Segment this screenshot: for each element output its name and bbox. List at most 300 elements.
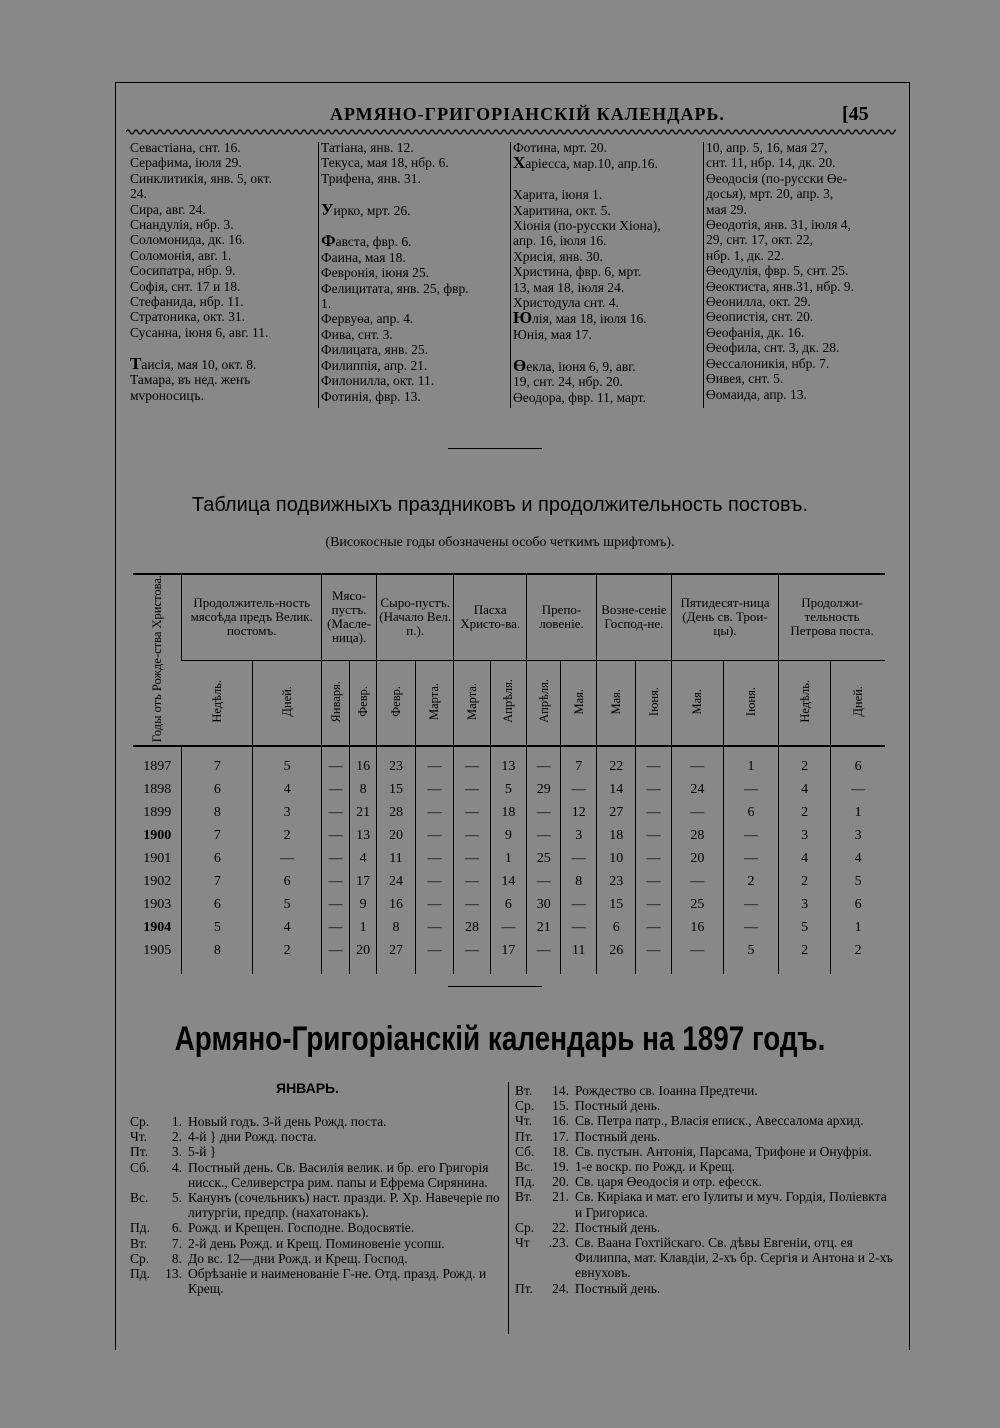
table-cell: — xyxy=(415,916,454,939)
names-column-1 xyxy=(130,140,316,403)
table-cell: 7 xyxy=(182,746,253,778)
name-entry: Трифена, янв. 31. xyxy=(321,170,421,186)
calendar-day xyxy=(515,1144,895,1159)
day-text: Канунъ (сочельникъ) наст. празди. Р. Хр. Навечеріе по литургіи, предпр. (нахатонакъ). xyxy=(188,1190,500,1221)
table-cell: 6 xyxy=(253,870,322,893)
day-text: Постный день. xyxy=(575,1219,661,1235)
name-entry: Өеофила, снт. 3, дк. 28. xyxy=(706,340,840,356)
name-entry: Өеофанія, дк. 16. xyxy=(706,324,805,340)
name-entry: Фервуөа, апр. 4. xyxy=(321,311,414,327)
table-row xyxy=(133,893,885,916)
day-number: .23. xyxy=(548,1235,569,1251)
table-cell: 3 xyxy=(779,824,831,847)
table-cell: 26 xyxy=(596,939,636,974)
day-text: 2-й день Рожд. и Крещ. Поминовеніе усопш. xyxy=(188,1235,445,1251)
name-entry xyxy=(321,186,509,201)
name-entry: Юлія, мая 18, іюля 16. xyxy=(513,310,647,327)
table-cell: 4 xyxy=(253,778,322,801)
calendar-day xyxy=(130,1129,502,1144)
name-entry: Стефанида, нбр. 11. xyxy=(130,294,244,310)
table-cell: 6 xyxy=(182,778,253,801)
name-entry xyxy=(513,342,701,357)
table-cell: 3 xyxy=(831,824,885,847)
name-entry: Тамара, въ нед. женъ xyxy=(130,372,251,388)
weekday: Чт. xyxy=(515,1113,533,1129)
weekday: Ср. xyxy=(515,1219,535,1235)
year-cell: 1898 xyxy=(143,781,172,797)
table-cell: 4 xyxy=(831,847,885,870)
table-cell: 15 xyxy=(596,893,636,916)
table-cell: 12 xyxy=(561,801,596,824)
calendar-day xyxy=(515,1220,895,1235)
table-cell: — xyxy=(671,939,723,974)
calendar-day xyxy=(515,1189,895,1219)
weekday: Пт. xyxy=(515,1128,534,1144)
table-row xyxy=(133,801,885,824)
name-entry: 29, снт. 17, окт. 22, xyxy=(706,232,813,248)
name-entry: Февронія, іюня 25. xyxy=(321,265,429,281)
table-cell: — xyxy=(561,916,596,939)
calendar-day xyxy=(515,1235,895,1281)
name-entry: Татіана, янв. 12. xyxy=(321,140,414,155)
name-entry: Фелицитата, янв. 25, фвр. xyxy=(321,280,469,296)
table-row xyxy=(133,824,885,847)
day-number: 24. xyxy=(552,1280,569,1296)
table-cell: — xyxy=(723,778,778,801)
name-entry: Юнія, мая 17. xyxy=(513,326,592,342)
name-entry: Өеоктиста, янв.31, нбр. 9. xyxy=(706,278,854,294)
names-column-4 xyxy=(706,140,896,402)
calendar-day xyxy=(130,1144,502,1159)
table-cell: 6 xyxy=(490,893,526,916)
day-number: 17. xyxy=(552,1128,569,1144)
days-right-column xyxy=(515,1083,895,1296)
day-number: 18. xyxy=(552,1143,569,1159)
table-cell: — xyxy=(415,778,454,801)
day-number: 3. xyxy=(171,1144,182,1160)
name-entry: Өеодора, фвр. 11, март. xyxy=(513,389,646,405)
name-entry: досья), мрт. 20, апр. 3, xyxy=(706,186,834,202)
calendar-title: Армяно-Григоріанскій календарь на 1897 годъ. xyxy=(174,1020,826,1058)
table-subtitle: (Високосные годы обозначены особо четкимъ шрифтомъ). xyxy=(325,535,675,550)
column-divider xyxy=(703,142,704,408)
subheader: Іюня. xyxy=(636,660,671,746)
table-cell: 5 xyxy=(182,916,253,939)
year-cell: 1904 xyxy=(143,919,172,935)
name-entry: Фавста, фвр. 6. xyxy=(321,233,412,250)
running-head: АРМЯНО-ГРИГОРІАНСКІЙ КАЛЕНДАРЬ. xyxy=(330,104,725,124)
table-cell: — xyxy=(527,746,561,778)
names-column-3 xyxy=(513,140,701,405)
name-entry: Өеодотія, янв. 31, іюля 4, xyxy=(706,217,851,233)
weekday: Ср. xyxy=(130,1114,150,1129)
name-entry: нбр. 1, дк. 22. xyxy=(706,247,785,263)
calendar-day xyxy=(130,1220,502,1235)
table-cell: 2 xyxy=(779,870,831,893)
calendar-day xyxy=(515,1174,895,1189)
table-cell: 13 xyxy=(490,746,526,778)
table-cell: — xyxy=(454,847,490,870)
table-cell: 8 xyxy=(561,870,596,893)
day-text: Постный день. xyxy=(575,1280,661,1296)
day-text: Св. царя Өеодосія и отр. ефесск. xyxy=(575,1174,762,1190)
table-cell: 8 xyxy=(182,801,253,824)
table-cell: — xyxy=(527,824,561,847)
table-cell: 24 xyxy=(671,778,723,801)
table-cell: 5 xyxy=(831,870,885,893)
day-number: 4. xyxy=(171,1159,182,1175)
name-entry: 1. xyxy=(321,296,332,312)
table-cell: 1 xyxy=(831,801,885,824)
day-text: 1-е воскр. по Рожд. и Крещ. xyxy=(575,1159,736,1175)
weekday: Вс. xyxy=(130,1190,149,1206)
name-entry: Соломонія, авг. 1. xyxy=(130,247,232,263)
table-cell: 30 xyxy=(527,893,561,916)
name-entry: Өеонилла, окт. 29. xyxy=(706,294,811,310)
table-cell: — xyxy=(527,801,561,824)
table-cell: — xyxy=(454,893,490,916)
section-divider xyxy=(448,986,542,987)
table-cell: 2 xyxy=(779,801,831,824)
table-cell: 27 xyxy=(596,801,636,824)
subheader: Недѣль. xyxy=(182,660,253,746)
column-divider xyxy=(510,142,511,408)
day-number: 5. xyxy=(171,1190,182,1206)
table-cell: — xyxy=(561,893,596,916)
calendar-day xyxy=(130,1190,502,1220)
table-row xyxy=(133,746,885,778)
day-text: Св. Петра патр., Власія еписк., Авессалома архид. xyxy=(575,1113,864,1129)
day-text: Постный день. xyxy=(575,1128,661,1144)
subheader: Апрѣля. xyxy=(490,660,526,746)
group-header: Препо-ловеніе. xyxy=(527,574,597,660)
name-entry: Хрисія, янв. 30. xyxy=(513,248,603,264)
year-cell: 1902 xyxy=(143,873,172,889)
name-entry: Текуса, мая 18, нбр. 6. xyxy=(321,155,449,171)
table-cell: 7 xyxy=(182,824,253,847)
table-cell: 3 xyxy=(253,801,322,824)
calendar-day xyxy=(515,1159,895,1174)
table-cell: — xyxy=(636,939,671,974)
table-cell: 24 xyxy=(377,870,416,893)
day-text: 4-й } дни Рожд. поста. xyxy=(188,1129,317,1145)
day-number: 8. xyxy=(171,1250,182,1266)
table-cell: — xyxy=(415,939,454,974)
day-number: 7. xyxy=(171,1235,182,1251)
group-header: Продолжитель-ность мясоѣда предъ Велик. постомъ. xyxy=(182,574,322,660)
movable-feasts-table xyxy=(133,573,885,974)
year-cell: 1903 xyxy=(143,896,172,912)
weekday: Пд. xyxy=(130,1220,150,1236)
calendar-column-divider xyxy=(508,1082,509,1334)
table-cell: — xyxy=(671,870,723,893)
table-cell: 17 xyxy=(490,939,526,974)
subheader: Апрѣля. xyxy=(527,660,561,746)
weekday: Чт xyxy=(515,1235,530,1251)
table-cell: — xyxy=(636,746,671,778)
subheader: Недѣль. xyxy=(779,660,831,746)
frame-top-rule xyxy=(115,82,910,83)
table-cell: 6 xyxy=(182,847,253,870)
table-cell: 28 xyxy=(671,824,723,847)
weekday: Пт. xyxy=(515,1280,534,1296)
table-cell: — xyxy=(321,847,349,870)
name-entry: Хіонія (по-русски Хіона), xyxy=(513,218,661,234)
table-row xyxy=(133,939,885,974)
table-cell: 20 xyxy=(350,939,377,974)
table-cell: 28 xyxy=(377,801,416,824)
table-cell: — xyxy=(415,893,454,916)
name-entry: Фива, снт. 3. xyxy=(321,326,393,342)
table-cell: — xyxy=(636,801,671,824)
day-text: Постный день. xyxy=(575,1098,661,1114)
table-cell: 16 xyxy=(350,746,377,778)
table-cell: — xyxy=(454,746,490,778)
table-cell: 4 xyxy=(350,847,377,870)
weekday: Вт. xyxy=(515,1189,533,1205)
day-text: Новый годъ. 3-й день Рожд. поста. xyxy=(188,1114,387,1129)
frame-right-rule xyxy=(909,82,910,1350)
calendar-day xyxy=(130,1160,502,1190)
column-divider xyxy=(318,142,319,408)
year-cell: 1897 xyxy=(143,758,172,774)
calendar-day xyxy=(515,1129,895,1144)
table-cell: — xyxy=(321,746,349,778)
table-cell: 18 xyxy=(490,801,526,824)
table-cell: — xyxy=(723,847,778,870)
table-cell: — xyxy=(723,916,778,939)
table-cell: 3 xyxy=(561,824,596,847)
table-cell: 5 xyxy=(723,939,778,974)
table-cell: 2 xyxy=(253,939,322,974)
calendar-day xyxy=(515,1281,895,1296)
name-entry: Сира, авг. 24. xyxy=(130,201,206,217)
name-entry xyxy=(130,340,316,355)
table-cell: 11 xyxy=(561,939,596,974)
group-header: Пасха Христо-ва. xyxy=(454,574,527,660)
table-cell: — xyxy=(636,847,671,870)
weekday: Ср. xyxy=(130,1250,150,1266)
table-cell: 1 xyxy=(350,916,377,939)
table-cell: 18 xyxy=(596,824,636,847)
table-cell: 3 xyxy=(779,893,831,916)
table-cell: 25 xyxy=(671,893,723,916)
table-cell: — xyxy=(561,778,596,801)
name-entry: Филиппія, апр. 21. xyxy=(321,357,428,373)
name-entry: Христина, фвр. 6, мрт. xyxy=(513,264,642,280)
subheader: Марта. xyxy=(415,660,454,746)
calendar-day xyxy=(515,1083,895,1098)
name-entry: Харита, іюня 1. xyxy=(513,187,603,203)
name-entry: Харіесса, мар.10, апр.16. xyxy=(513,155,658,172)
day-number: 22. xyxy=(552,1219,569,1235)
name-entry: апр. 16, іюля 16. xyxy=(513,233,607,249)
name-entry: Өеодосія (по-русски Өе- xyxy=(706,170,848,186)
year-cell: 1899 xyxy=(143,804,172,820)
weekday: Чт. xyxy=(130,1129,148,1145)
table-cell: 7 xyxy=(182,870,253,893)
calendar-day xyxy=(515,1113,895,1128)
table-cell: — xyxy=(321,824,349,847)
name-entry xyxy=(513,172,701,187)
day-number: 16. xyxy=(552,1113,569,1129)
table-cell: 17 xyxy=(350,870,377,893)
table-cell: — xyxy=(490,916,526,939)
table-cell: 8 xyxy=(182,939,253,974)
subheader: Мая. xyxy=(671,660,723,746)
name-entry: Таисія, мая 10, окт. 8. xyxy=(130,355,257,373)
section-divider xyxy=(448,448,542,449)
table-cell: — xyxy=(723,824,778,847)
name-entry: Өивея, снт. 5. xyxy=(706,371,784,387)
day-text: Обрѣзаніе и наименованіе Г-не. Отд. празд. Рожд. и Крещ. xyxy=(188,1266,487,1297)
day-text: 5-й } xyxy=(188,1144,217,1160)
weekday: Пд. xyxy=(130,1266,150,1282)
table-cell: — xyxy=(636,870,671,893)
month-name: ЯНВАРЬ. xyxy=(276,1080,339,1096)
day-number: 1. xyxy=(171,1114,182,1129)
name-entry: 19, снт. 24, нбр. 20. xyxy=(513,374,623,390)
day-number: 2. xyxy=(171,1129,182,1145)
name-entry: Стратоника, окт. 31. xyxy=(130,309,245,325)
name-entry: Софія, снт. 17 и 18. xyxy=(130,278,241,294)
calendar-day xyxy=(130,1251,502,1266)
table-cell: — xyxy=(527,939,561,974)
table-cell: 14 xyxy=(596,778,636,801)
weekday: Пт. xyxy=(130,1144,149,1160)
subheader: Мая. xyxy=(561,660,596,746)
name-entry: 24. xyxy=(130,186,147,202)
table-cell: 6 xyxy=(723,801,778,824)
group-header: Продолжи-тельность Петрова поста. xyxy=(779,574,885,660)
name-entry: Севастіана, снт. 16. xyxy=(130,140,241,155)
table-cell: 9 xyxy=(350,893,377,916)
day-text: Рождество св. Іоанна Предтечи. xyxy=(575,1083,758,1098)
table-cell: 27 xyxy=(377,939,416,974)
weekday: Сб. xyxy=(130,1159,150,1175)
table-cell: 5 xyxy=(253,746,322,778)
subheader: Дней. xyxy=(831,660,885,746)
table-row xyxy=(133,916,885,939)
day-number: 21. xyxy=(552,1189,569,1205)
name-entry: Филицата, янв. 25. xyxy=(321,342,428,358)
table-cell: 2 xyxy=(831,939,885,974)
table-cell: 23 xyxy=(377,746,416,778)
table-cell: — xyxy=(415,746,454,778)
day-number: 19. xyxy=(552,1159,569,1175)
weekday: Вс. xyxy=(515,1159,534,1175)
year-cell: 1900 xyxy=(143,827,172,843)
table-cell: — xyxy=(321,778,349,801)
table-cell: 8 xyxy=(350,778,377,801)
table-cell: 14 xyxy=(490,870,526,893)
name-entry: Филонилла, окт. 11. xyxy=(321,373,435,389)
table-cell: 6 xyxy=(182,893,253,916)
name-entry: Сусанна, іюня 6, авг. 11. xyxy=(130,324,269,340)
table-cell: 4 xyxy=(253,916,322,939)
table-cell: 29 xyxy=(527,778,561,801)
name-entry: Өессалоникія, нбр. 7. xyxy=(706,355,830,371)
calendar-day xyxy=(130,1236,502,1251)
group-header: Сыро-пустъ. (Начало Вел. п.). xyxy=(377,574,454,660)
name-entry: снт. 11, нбр. 14, дк. 20. xyxy=(706,155,836,171)
table-cell: 1 xyxy=(490,847,526,870)
wavy-rule xyxy=(126,128,896,136)
day-text: Постный день. Св. Василія велик. и бр. его Григорія нисск., Селиверстра рим. папы и Ефрема Сирянина. xyxy=(188,1159,489,1190)
table-cell: — xyxy=(636,893,671,916)
table-cell: 28 xyxy=(454,916,490,939)
table-cell: 16 xyxy=(377,893,416,916)
name-entry: Снандулія, нбр. 3. xyxy=(130,217,234,233)
names-column-2 xyxy=(321,140,509,404)
group-header: Возне-сеніе Господ-не. xyxy=(596,574,671,660)
name-entry: Өеопистія, снт. 20. xyxy=(706,309,814,325)
table-cell: 23 xyxy=(596,870,636,893)
day-number: 14. xyxy=(552,1083,569,1098)
subheader: Января. xyxy=(321,660,349,746)
table-cell: — xyxy=(561,847,596,870)
name-entry: Уирко, мрт. 26. xyxy=(321,201,411,219)
table-cell: 1 xyxy=(831,916,885,939)
name-entry: 10, апр. 5, 16, мая 27, xyxy=(706,140,828,155)
table-cell: 6 xyxy=(831,893,885,916)
table-cell: 4 xyxy=(779,847,831,870)
subheader: Марта. xyxy=(454,660,490,746)
name-entry: Өекла, іюня 6, 9, авг. xyxy=(513,357,636,375)
table-cell: 9 xyxy=(490,824,526,847)
table-cell: 4 xyxy=(779,778,831,801)
table-cell: — xyxy=(636,824,671,847)
table-cell: — xyxy=(454,824,490,847)
calendar-day xyxy=(130,1114,502,1129)
table-row xyxy=(133,778,885,801)
day-number: 20. xyxy=(552,1174,569,1190)
day-text: Св. Ваана Гохтійскаго. Св. дѣвы Евгеніи, отц. ея Филиппа, мат. Клавдіи, 2-хъ бр. Сергія и Антона и 2-хъ евнуховъ. xyxy=(575,1235,893,1281)
table-cell: 16 xyxy=(671,916,723,939)
name-entry: Фотинія, фвр. 13. xyxy=(321,388,421,404)
table-cell: — xyxy=(321,916,349,939)
day-text: Рожд. и Крещен. Господне. Водосвятіе. xyxy=(188,1220,415,1236)
name-entry: Өомаида, апр. 13. xyxy=(706,386,807,402)
table-cell: 7 xyxy=(561,746,596,778)
table-cell: 25 xyxy=(527,847,561,870)
day-number: 13. xyxy=(165,1266,182,1282)
group-header: Мясо-пустъ. (Масле-ница). xyxy=(321,574,376,660)
days-left-column xyxy=(130,1114,502,1296)
table-cell: — xyxy=(671,746,723,778)
name-entry: Харитина, окт. 5. xyxy=(513,202,611,218)
table-cell: 5 xyxy=(253,893,322,916)
table-cell: — xyxy=(454,801,490,824)
name-entry: Синклитикія, янв. 5, окт. xyxy=(130,170,272,186)
table-cell: 8 xyxy=(377,916,416,939)
subheader: Дней. xyxy=(253,660,322,746)
day-text: До вс. 12—дни Рожд. и Крещ. Господ. xyxy=(188,1250,408,1266)
table-cell: 1 xyxy=(723,746,778,778)
table-cell: 2 xyxy=(723,870,778,893)
page-number: [45 xyxy=(842,103,869,125)
day-number: 15. xyxy=(552,1098,569,1114)
day-text: Св. Киріака и мат. его Іулиты и муч. Гордія, Поліевкта и Григориса. xyxy=(575,1189,887,1220)
day-number: 6. xyxy=(171,1220,182,1236)
weekday: Вт. xyxy=(130,1235,148,1251)
table-cell: — xyxy=(723,893,778,916)
name-entry xyxy=(321,218,509,233)
name-entry: Серафима, іюля 29. xyxy=(130,155,242,171)
table-cell: 2 xyxy=(779,939,831,974)
table-cell: 5 xyxy=(490,778,526,801)
group-header: Пятидесят-ница (День св. Трои-цы). xyxy=(671,574,778,660)
